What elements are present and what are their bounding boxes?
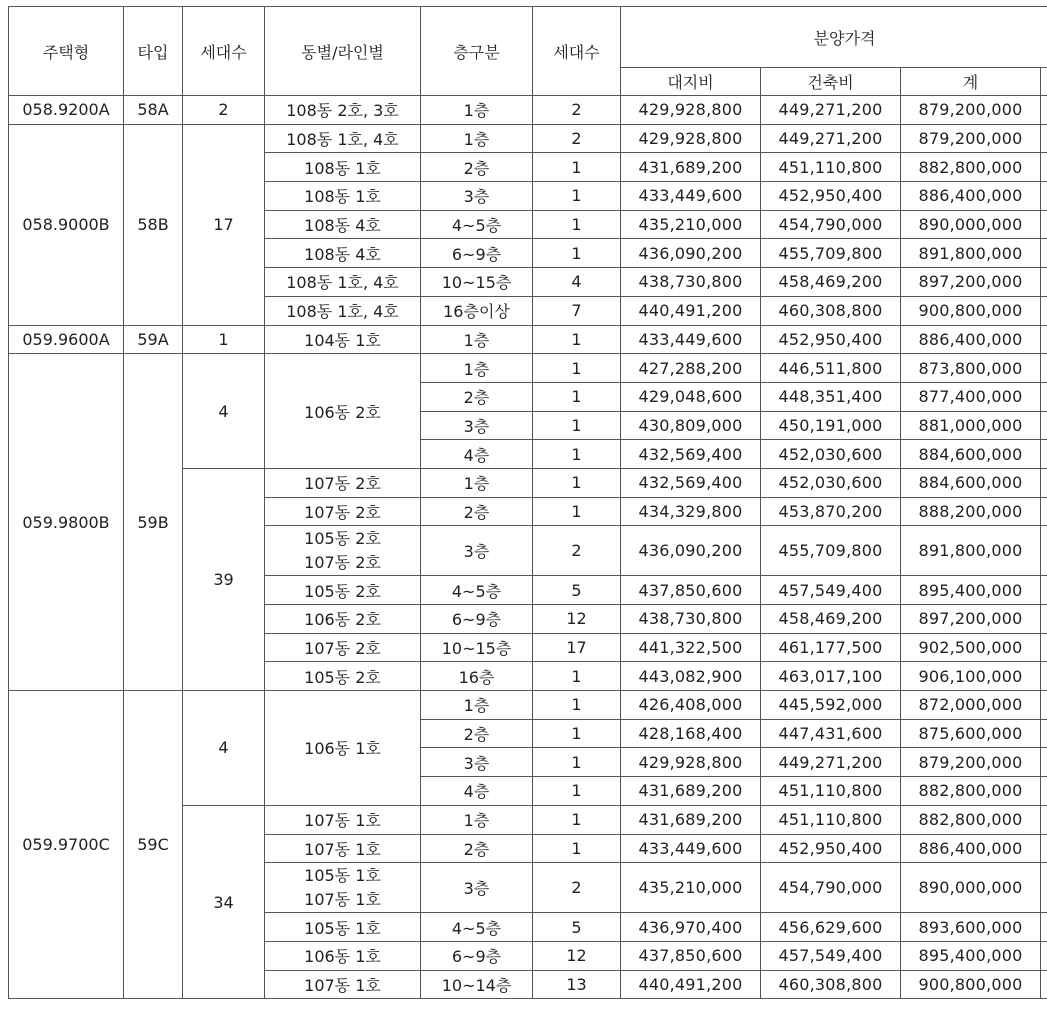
- unit-count-cell: 7: [533, 296, 621, 325]
- building-cell: 107동 2호: [265, 468, 421, 497]
- building-cell: 105동 2호: [265, 576, 421, 605]
- land-price-cell: 432,569,400: [621, 468, 761, 497]
- extra-cell: [1041, 777, 1047, 806]
- total-price-cell: 902,500,000: [901, 633, 1041, 662]
- floor-cell: 1층: [421, 96, 533, 125]
- total-price-cell: 890,000,000: [901, 210, 1041, 239]
- floor-cell: 6~9층: [421, 239, 533, 268]
- extra-cell: [1041, 719, 1047, 748]
- construction-price-cell: 449,271,200: [761, 124, 901, 153]
- unit-count-cell: 1: [533, 210, 621, 239]
- construction-price-cell: 451,110,800: [761, 805, 901, 834]
- land-price-cell: 428,168,400: [621, 719, 761, 748]
- construction-price-cell: 452,950,400: [761, 834, 901, 863]
- type-cell: 58B: [124, 124, 183, 325]
- unit-count-cell: 2: [533, 124, 621, 153]
- floor-cell: 4~5층: [421, 576, 533, 605]
- total-price-cell: 891,800,000: [901, 239, 1041, 268]
- construction-price-cell: 453,870,200: [761, 497, 901, 526]
- construction-price-cell: 449,271,200: [761, 748, 901, 777]
- building-cell: 105동 1호: [265, 913, 421, 942]
- building-cell: [265, 526, 421, 576]
- header-building-line: 동별/라인별: [265, 7, 421, 96]
- table-row: [9, 124, 1047, 153]
- unit-count-cell: 1: [533, 354, 621, 383]
- unit-count-cell: 2: [533, 526, 621, 576]
- land-price-cell: 435,210,000: [621, 863, 761, 913]
- land-price-cell: 435,210,000: [621, 210, 761, 239]
- total-price-cell: 875,600,000: [901, 719, 1041, 748]
- unit-count-cell: 1: [533, 325, 621, 354]
- construction-price-cell: 460,308,800: [761, 970, 901, 999]
- floor-cell: 4층: [421, 777, 533, 806]
- construction-price-cell: 452,030,600: [761, 440, 901, 469]
- unit-count-cell: 12: [533, 941, 621, 970]
- units-cell: 4: [183, 691, 265, 806]
- total-price-cell: 897,200,000: [901, 605, 1041, 634]
- total-price-cell: 900,800,000: [901, 970, 1041, 999]
- unit-count-cell: 1: [533, 834, 621, 863]
- unit-count-cell: 1: [533, 182, 621, 211]
- building-cell: 104동 1호: [265, 325, 421, 354]
- land-price-cell: 440,491,200: [621, 970, 761, 999]
- floor-cell: 16층: [421, 662, 533, 691]
- total-price-cell: 879,200,000: [901, 124, 1041, 153]
- land-price-cell: 436,970,400: [621, 913, 761, 942]
- extra-cell: [1041, 440, 1047, 469]
- building-cell: 108동 1호, 4호: [265, 124, 421, 153]
- header-type: 타입: [124, 7, 183, 96]
- total-price-cell: 886,400,000: [901, 182, 1041, 211]
- construction-price-cell: 463,017,100: [761, 662, 901, 691]
- construction-price-cell: 461,177,500: [761, 633, 901, 662]
- building-cell: 106동 1호: [265, 691, 421, 806]
- floor-cell: 6~9층: [421, 941, 533, 970]
- total-price-cell: 879,200,000: [901, 748, 1041, 777]
- building-cell: 107동 1호: [265, 970, 421, 999]
- floor-cell: 2층: [421, 382, 533, 411]
- unit-count-cell: 1: [533, 239, 621, 268]
- construction-price-cell: 452,950,400: [761, 325, 901, 354]
- construction-price-cell: 458,469,200: [761, 268, 901, 297]
- unit-count-cell: 12: [533, 605, 621, 634]
- extra-cell: [1041, 576, 1047, 605]
- total-price-cell: 877,400,000: [901, 382, 1041, 411]
- construction-price-cell: 449,271,200: [761, 96, 901, 125]
- extra-cell: [1041, 863, 1047, 913]
- floor-cell: 4~5층: [421, 913, 533, 942]
- land-price-cell: 438,730,800: [621, 268, 761, 297]
- unit-count-cell: 1: [533, 440, 621, 469]
- units-cell: 34: [183, 805, 265, 998]
- building-cell: 108동 1호, 4호: [265, 268, 421, 297]
- construction-price-cell: 456,629,600: [761, 913, 901, 942]
- floor-cell: 3층: [421, 863, 533, 913]
- land-price-cell: 440,491,200: [621, 296, 761, 325]
- total-price-cell: 893,600,000: [901, 913, 1041, 942]
- header-price: 분양가격: [621, 7, 1047, 68]
- building-cell: 106동 2호: [265, 605, 421, 634]
- extra-cell: [1041, 633, 1047, 662]
- total-price-cell: 890,000,000: [901, 863, 1041, 913]
- building-cell: 108동 1호, 4호: [265, 296, 421, 325]
- construction-price-cell: 451,110,800: [761, 777, 901, 806]
- land-price-cell: 431,689,200: [621, 805, 761, 834]
- land-price-cell: 429,928,800: [621, 96, 761, 125]
- floor-cell: 1층: [421, 325, 533, 354]
- extra-cell: [1041, 382, 1047, 411]
- land-price-cell: 429,928,800: [621, 748, 761, 777]
- units-cell: 17: [183, 124, 265, 325]
- table-row: [9, 325, 1047, 354]
- building-cell: 108동 1호: [265, 182, 421, 211]
- floor-cell: 10~15층: [421, 633, 533, 662]
- total-price-cell: 881,000,000: [901, 411, 1041, 440]
- total-price-cell: 884,600,000: [901, 468, 1041, 497]
- land-price-cell: 430,809,000: [621, 411, 761, 440]
- header-units: 세대수: [183, 7, 265, 96]
- floor-cell: 3층: [421, 748, 533, 777]
- building-cell: [265, 863, 421, 913]
- header-extra: [1041, 68, 1047, 96]
- unit-count-cell: 1: [533, 468, 621, 497]
- extra-cell: [1041, 497, 1047, 526]
- floor-cell: 4~5층: [421, 210, 533, 239]
- floor-cell: 10~14층: [421, 970, 533, 999]
- land-price-cell: 432,569,400: [621, 440, 761, 469]
- extra-cell: [1041, 970, 1047, 999]
- unit-count-cell: 2: [533, 96, 621, 125]
- floor-cell: 1층: [421, 691, 533, 720]
- building-line-2: 107동 2호: [304, 552, 381, 572]
- floor-cell: 2층: [421, 719, 533, 748]
- total-price-cell: 886,400,000: [901, 834, 1041, 863]
- extra-cell: [1041, 805, 1047, 834]
- land-price-cell: 433,449,600: [621, 182, 761, 211]
- extra-cell: [1041, 153, 1047, 182]
- land-price-cell: 429,928,800: [621, 124, 761, 153]
- building-cell: 107동 2호: [265, 633, 421, 662]
- floor-cell: 1층: [421, 805, 533, 834]
- total-price-cell: 895,400,000: [901, 576, 1041, 605]
- extra-cell: [1041, 691, 1047, 720]
- total-price-cell: 906,100,000: [901, 662, 1041, 691]
- units-cell: 1: [183, 325, 265, 354]
- total-price-cell: 873,800,000: [901, 354, 1041, 383]
- extra-cell: [1041, 124, 1047, 153]
- floor-cell: 4층: [421, 440, 533, 469]
- extra-cell: [1041, 468, 1047, 497]
- extra-cell: [1041, 354, 1047, 383]
- land-price-cell: 431,689,200: [621, 153, 761, 182]
- total-price-cell: 882,800,000: [901, 805, 1041, 834]
- construction-price-cell: 446,511,800: [761, 354, 901, 383]
- land-price-cell: 437,850,600: [621, 941, 761, 970]
- construction-price-cell: 457,549,400: [761, 941, 901, 970]
- construction-price-cell: 452,950,400: [761, 182, 901, 211]
- floor-cell: 3층: [421, 411, 533, 440]
- building-cell: 106동 2호: [265, 354, 421, 469]
- building-cell: 105동 2호: [265, 662, 421, 691]
- construction-price-cell: 455,709,800: [761, 239, 901, 268]
- building-cell: 106동 1호: [265, 941, 421, 970]
- construction-price-cell: 457,549,400: [761, 576, 901, 605]
- floor-cell: 16층이상: [421, 296, 533, 325]
- unit-count-cell: 1: [533, 497, 621, 526]
- building-cell: 108동 4호: [265, 210, 421, 239]
- unit-count-cell: 1: [533, 411, 621, 440]
- building-line-1: 105동 1호: [304, 865, 381, 885]
- construction-price-cell: 458,469,200: [761, 605, 901, 634]
- total-price-cell: 879,200,000: [901, 96, 1041, 125]
- floor-cell: 10~15층: [421, 268, 533, 297]
- header-floor: 층구분: [421, 7, 533, 96]
- total-price-cell: 891,800,000: [901, 526, 1041, 576]
- construction-price-cell: 455,709,800: [761, 526, 901, 576]
- building-cell: 108동 1호: [265, 153, 421, 182]
- table-row: [9, 354, 1047, 383]
- floor-cell: 1층: [421, 354, 533, 383]
- floor-cell: 2층: [421, 153, 533, 182]
- housing-type-cell: 058.9200A: [9, 96, 124, 125]
- unit-count-cell: 1: [533, 748, 621, 777]
- units-cell: 4: [183, 354, 265, 469]
- building-line-1: 105동 2호: [304, 528, 381, 548]
- extra-cell: [1041, 268, 1047, 297]
- building-cell: 108동 4호: [265, 239, 421, 268]
- land-price-cell: 438,730,800: [621, 605, 761, 634]
- land-price-cell: 427,288,200: [621, 354, 761, 383]
- type-cell: 58A: [124, 96, 183, 125]
- extra-cell: [1041, 834, 1047, 863]
- extra-cell: [1041, 913, 1047, 942]
- unit-count-cell: 1: [533, 719, 621, 748]
- unit-count-cell: 1: [533, 777, 621, 806]
- extra-cell: [1041, 210, 1047, 239]
- header-land: 대지비: [621, 68, 761, 96]
- price-table: [8, 6, 1047, 999]
- construction-price-cell: 447,431,600: [761, 719, 901, 748]
- total-price-cell: 895,400,000: [901, 941, 1041, 970]
- total-price-cell: 882,800,000: [901, 777, 1041, 806]
- construction-price-cell: 454,790,000: [761, 210, 901, 239]
- extra-cell: [1041, 526, 1047, 576]
- housing-type-cell: 058.9000B: [9, 124, 124, 325]
- floor-cell: 6~9층: [421, 605, 533, 634]
- unit-count-cell: 1: [533, 153, 621, 182]
- extra-cell: [1041, 411, 1047, 440]
- type-cell: 59A: [124, 325, 183, 354]
- land-price-cell: 441,322,500: [621, 633, 761, 662]
- extra-cell: [1041, 662, 1047, 691]
- floor-cell: 1층: [421, 468, 533, 497]
- total-price-cell: 900,800,000: [901, 296, 1041, 325]
- header-housing-type: 주택형: [9, 7, 124, 96]
- construction-price-cell: 450,191,000: [761, 411, 901, 440]
- extra-cell: [1041, 325, 1047, 354]
- land-price-cell: 431,689,200: [621, 777, 761, 806]
- extra-cell: [1041, 96, 1047, 125]
- land-price-cell: 443,082,900: [621, 662, 761, 691]
- floor-cell: 3층: [421, 526, 533, 576]
- header-construction: 건축비: [761, 68, 901, 96]
- construction-price-cell: 460,308,800: [761, 296, 901, 325]
- construction-price-cell: 451,110,800: [761, 153, 901, 182]
- total-price-cell: 884,600,000: [901, 440, 1041, 469]
- header-total: 계: [901, 68, 1041, 96]
- unit-count-cell: 5: [533, 913, 621, 942]
- land-price-cell: 429,048,600: [621, 382, 761, 411]
- total-price-cell: 897,200,000: [901, 268, 1041, 297]
- construction-price-cell: 448,351,400: [761, 382, 901, 411]
- land-price-cell: 436,090,200: [621, 239, 761, 268]
- unit-count-cell: 1: [533, 382, 621, 411]
- unit-count-cell: 2: [533, 863, 621, 913]
- total-price-cell: 882,800,000: [901, 153, 1041, 182]
- housing-type-cell: 059.9700C: [9, 691, 124, 999]
- unit-count-cell: 4: [533, 268, 621, 297]
- building-cell: 107동 2호: [265, 497, 421, 526]
- table-row: [9, 96, 1047, 125]
- extra-cell: [1041, 239, 1047, 268]
- unit-count-cell: 13: [533, 970, 621, 999]
- housing-type-cell: 059.9800B: [9, 354, 124, 691]
- building-cell: 107동 1호: [265, 834, 421, 863]
- land-price-cell: 434,329,800: [621, 497, 761, 526]
- floor-cell: 1층: [421, 124, 533, 153]
- units-cell: 39: [183, 468, 265, 690]
- extra-cell: [1041, 605, 1047, 634]
- units-cell: 2: [183, 96, 265, 125]
- unit-count-cell: 5: [533, 576, 621, 605]
- extra-cell: [1041, 296, 1047, 325]
- construction-price-cell: 454,790,000: [761, 863, 901, 913]
- extra-cell: [1041, 182, 1047, 211]
- floor-cell: 2층: [421, 834, 533, 863]
- land-price-cell: 433,449,600: [621, 325, 761, 354]
- unit-count-cell: 17: [533, 633, 621, 662]
- unit-count-cell: 1: [533, 805, 621, 834]
- housing-type-cell: 059.9600A: [9, 325, 124, 354]
- header-units-2: 세대수: [533, 7, 621, 96]
- unit-count-cell: 1: [533, 691, 621, 720]
- extra-cell: [1041, 748, 1047, 777]
- total-price-cell: 888,200,000: [901, 497, 1041, 526]
- building-line-2: 107동 1호: [304, 889, 381, 909]
- unit-count-cell: 1: [533, 662, 621, 691]
- land-price-cell: 437,850,600: [621, 576, 761, 605]
- building-cell: 107동 1호: [265, 805, 421, 834]
- table-row: [9, 691, 1047, 720]
- floor-cell: 2층: [421, 497, 533, 526]
- construction-price-cell: 452,030,600: [761, 468, 901, 497]
- total-price-cell: 872,000,000: [901, 691, 1041, 720]
- floor-cell: 3층: [421, 182, 533, 211]
- land-price-cell: 433,449,600: [621, 834, 761, 863]
- land-price-cell: 426,408,000: [621, 691, 761, 720]
- type-cell: 59C: [124, 691, 183, 999]
- building-cell: 108동 2호, 3호: [265, 96, 421, 125]
- construction-price-cell: 445,592,000: [761, 691, 901, 720]
- type-cell: 59B: [124, 354, 183, 691]
- total-price-cell: 886,400,000: [901, 325, 1041, 354]
- extra-cell: [1041, 941, 1047, 970]
- land-price-cell: 436,090,200: [621, 526, 761, 576]
